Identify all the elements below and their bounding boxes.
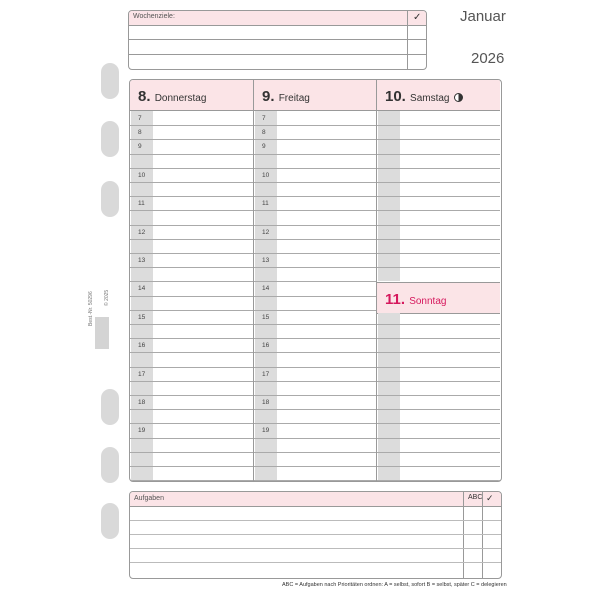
row-line bbox=[377, 168, 500, 169]
row-line bbox=[130, 480, 253, 481]
row-line bbox=[377, 225, 500, 226]
hour-label: 9 bbox=[262, 143, 266, 151]
day-name: Samstag bbox=[410, 93, 450, 104]
row-line bbox=[254, 267, 377, 268]
row-line bbox=[130, 154, 253, 155]
hour-label: 13 bbox=[262, 257, 270, 264]
hour-label: 10 bbox=[138, 171, 146, 179]
weekly-goals-box bbox=[128, 10, 427, 70]
row-line bbox=[254, 480, 377, 481]
punch-hole bbox=[101, 389, 119, 425]
row-line bbox=[377, 466, 500, 467]
row-line bbox=[377, 210, 500, 211]
abc-priority-label: ABC bbox=[468, 494, 483, 501]
hour-label: 17 bbox=[262, 370, 270, 378]
hour-label: 9 bbox=[138, 143, 142, 151]
row-line bbox=[377, 338, 500, 339]
row-line bbox=[254, 338, 377, 339]
day-number: 9. bbox=[262, 88, 275, 105]
hour-label: 13 bbox=[138, 257, 146, 264]
row-line bbox=[130, 438, 253, 439]
row-line bbox=[130, 168, 253, 169]
row-line bbox=[130, 210, 253, 211]
row-line bbox=[377, 239, 500, 240]
row-line bbox=[130, 466, 253, 467]
row-line bbox=[254, 281, 377, 282]
row-line bbox=[377, 324, 500, 325]
punch-hole bbox=[101, 63, 119, 99]
recycle-seal bbox=[95, 317, 109, 349]
hour-label: 12 bbox=[138, 228, 146, 236]
row-line bbox=[377, 125, 500, 126]
weekly-goals-label: Wochenziele: bbox=[133, 13, 175, 20]
row-line bbox=[377, 154, 500, 155]
hour-label: 11 bbox=[262, 200, 269, 208]
row-line bbox=[130, 352, 253, 353]
row-line bbox=[130, 296, 253, 297]
row-line bbox=[254, 310, 377, 311]
day-column-friday bbox=[254, 80, 377, 481]
day-header bbox=[377, 80, 500, 111]
check-icon: ✓ bbox=[486, 493, 494, 503]
row-line bbox=[254, 381, 377, 382]
hour-label: 10 bbox=[262, 171, 270, 179]
hour-label: 12 bbox=[262, 228, 270, 236]
punch-hole bbox=[101, 121, 119, 157]
day-name: Freitag bbox=[278, 93, 310, 104]
row-line bbox=[254, 438, 377, 439]
row-line bbox=[377, 253, 500, 254]
day-column-thursday bbox=[130, 80, 253, 481]
row-line bbox=[254, 296, 377, 297]
day-header-sunday bbox=[377, 282, 500, 314]
hour-label: 16 bbox=[262, 342, 270, 350]
row-line bbox=[254, 395, 377, 396]
row-line bbox=[254, 210, 377, 211]
order-number: Best.-Nr. 50296 bbox=[88, 291, 94, 326]
day-number: 10. bbox=[385, 88, 406, 105]
row-line bbox=[377, 395, 500, 396]
priority-legend: ABC = Aufgaben nach Prioritäten ordnen: A = selbst, sofort B = selbst, später C = delegieren bbox=[282, 582, 507, 588]
hour-label: 16 bbox=[138, 342, 146, 350]
day-header bbox=[254, 80, 377, 111]
row-line bbox=[254, 125, 377, 126]
hour-label: 8 bbox=[138, 129, 142, 137]
copyright-year: © 2025 bbox=[104, 289, 110, 306]
row-line bbox=[254, 225, 377, 226]
half-moon-icon bbox=[454, 93, 463, 102]
row-line bbox=[254, 154, 377, 155]
row-line bbox=[254, 182, 377, 183]
punch-hole bbox=[101, 503, 119, 539]
month-label: Januar bbox=[460, 8, 506, 25]
row-line bbox=[254, 139, 377, 140]
row-line bbox=[254, 452, 377, 453]
row-line bbox=[130, 182, 253, 183]
row-line bbox=[377, 139, 500, 140]
day-name: Sonntag bbox=[409, 296, 447, 307]
row-line bbox=[377, 409, 500, 410]
row-line bbox=[130, 196, 253, 197]
row-line bbox=[254, 367, 377, 368]
row-line bbox=[377, 352, 500, 353]
row-line bbox=[254, 352, 377, 353]
check-icon: ✓ bbox=[413, 12, 422, 23]
year-label: 2026 bbox=[471, 50, 505, 67]
hour-label: 17 bbox=[138, 370, 146, 378]
row-line bbox=[377, 267, 500, 268]
row-line bbox=[377, 438, 500, 439]
row-line bbox=[377, 423, 500, 424]
row-line bbox=[130, 239, 253, 240]
day-number: 11. bbox=[385, 291, 406, 308]
hour-label: 18 bbox=[262, 399, 270, 406]
day-column-weekend bbox=[377, 80, 500, 481]
row-line bbox=[377, 367, 500, 368]
row-line bbox=[130, 225, 253, 226]
day-header bbox=[130, 80, 253, 111]
row-line bbox=[130, 423, 253, 424]
row-line bbox=[130, 310, 253, 311]
row-line bbox=[254, 253, 377, 254]
hour-label: 7 bbox=[138, 115, 142, 122]
row-line bbox=[130, 267, 253, 268]
row-line bbox=[130, 381, 253, 382]
row-line bbox=[130, 338, 253, 339]
row-line bbox=[130, 452, 253, 453]
hour-label: 14 bbox=[262, 285, 270, 293]
tasks-box bbox=[129, 491, 502, 579]
row-line bbox=[254, 466, 377, 467]
row-line bbox=[130, 395, 253, 396]
day-number: 8. bbox=[138, 88, 151, 105]
row-line bbox=[377, 381, 500, 382]
row-line bbox=[254, 168, 377, 169]
punch-hole bbox=[101, 181, 119, 217]
hour-label: 8 bbox=[262, 129, 266, 137]
row-line bbox=[130, 324, 253, 325]
row-line bbox=[130, 367, 253, 368]
row-line bbox=[377, 182, 500, 183]
row-line bbox=[254, 196, 377, 197]
row-line bbox=[377, 480, 500, 481]
row-line bbox=[254, 409, 377, 410]
row-line bbox=[254, 423, 377, 424]
row-line bbox=[254, 239, 377, 240]
hour-label: 19 bbox=[138, 427, 146, 435]
row-line bbox=[130, 139, 253, 140]
punch-hole bbox=[101, 447, 119, 483]
row-line bbox=[130, 253, 253, 254]
row-line bbox=[130, 125, 253, 126]
row-line bbox=[130, 281, 253, 282]
day-grid bbox=[129, 79, 502, 482]
hour-label: 15 bbox=[138, 313, 146, 321]
hour-label: 15 bbox=[262, 313, 270, 321]
row-line bbox=[254, 324, 377, 325]
hour-label: 18 bbox=[138, 399, 146, 406]
day-name: Donnerstag bbox=[154, 93, 207, 104]
hour-label: 14 bbox=[138, 285, 146, 293]
hour-label: 7 bbox=[262, 115, 266, 122]
hour-label: 11 bbox=[138, 200, 145, 208]
row-line bbox=[377, 196, 500, 197]
row-line bbox=[377, 452, 500, 453]
tasks-label: Aufgaben bbox=[134, 495, 164, 502]
row-line bbox=[130, 409, 253, 410]
hour-label: 19 bbox=[262, 427, 270, 435]
